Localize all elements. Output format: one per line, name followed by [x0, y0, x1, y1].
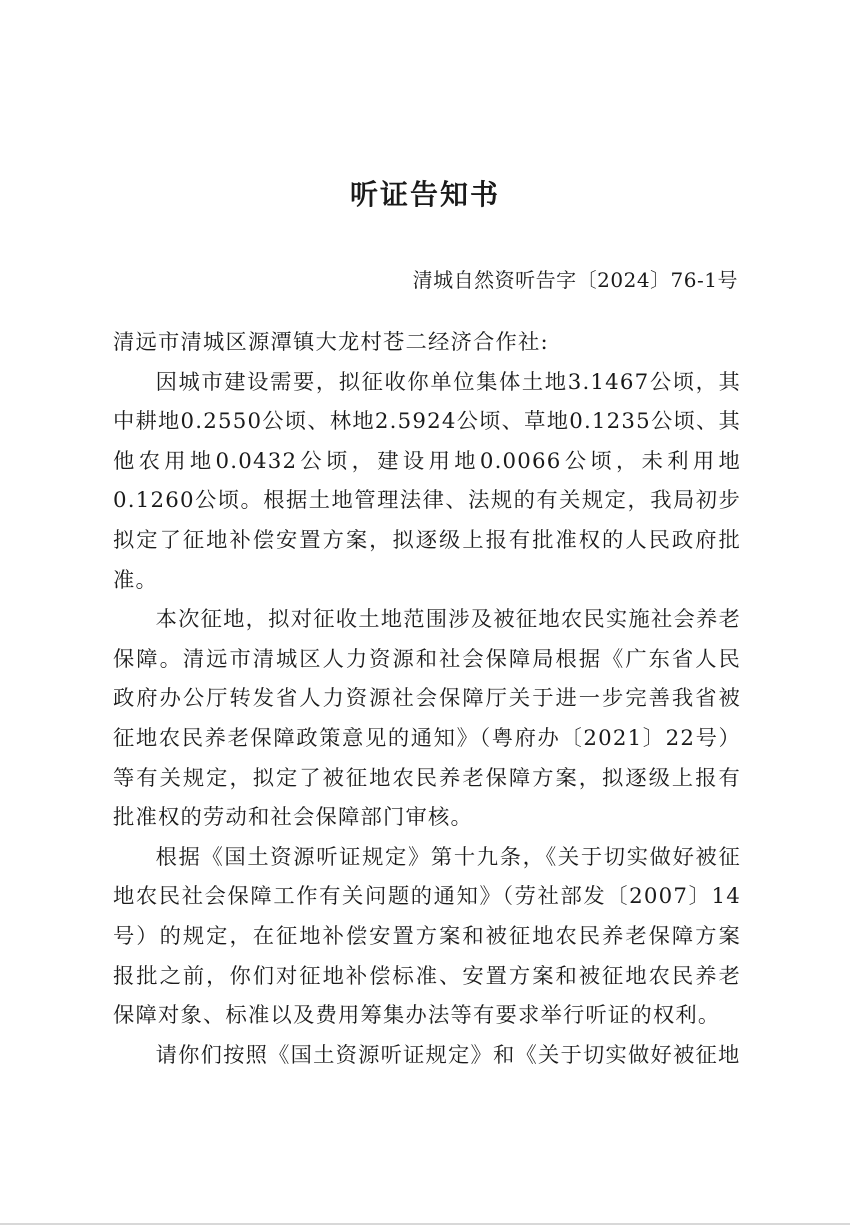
- document-number: 清城自然资听告字〔2024〕76-1号: [412, 268, 738, 292]
- paragraph-pension-security: 本次征地，拟对征收土地范围涉及被征地农民实施社会养老保障。清远市清城区人力资源和社会保障局根据《广东省人民政府办公厅转发省人力资源社会保障厅关于进一步完善我省被征地农民养老保障政策意见的通知》（粤府办〔2021〕22号）等有关规定，拟定了被征地农民养老保障方案，拟逐级上报有批准权的劳动和社会保障部门审核。: [113, 607, 741, 831]
- paragraph-hearing-rights: 根据《国土资源听证规定》第十九条，《关于切实做好被征地农民社会保障工作有关问题的通知》（劳社部发〔2007〕14号）的规定，在征地补偿安置方案和被征地农民养老保障方案报批之前，你们对征地补偿标准、安置方案和被征地农民养老保障对象、标准以及费用筹集办法等有要求举行听证的权利。: [113, 844, 741, 1029]
- document-title: 听证告知书: [349, 178, 500, 211]
- paragraph-land-acquisition: 因城市建设需要，拟征收你单位集体土地3.1467公顷，其中耕地0.2550公顷、林地2.5924公顷、草地0.1235公顷、其他农用地0.0432公顷，建设用地0.0066公顷，未利用地0.1260公顷。根据土地管理法律、法规的有关规定，我局初步拟定了征地补偿安置方案，拟逐级上报有批准权的人民政府批准。: [113, 369, 741, 593]
- paragraph-hearing-request: 请你们按照《国土资源听证规定》和《关于切实做好被征地: [155, 1042, 741, 1068]
- addressee: 清远市清城区源潭镇大龙村苍二经济合作社:: [113, 330, 549, 355]
- document-body: [113, 323, 741, 1075]
